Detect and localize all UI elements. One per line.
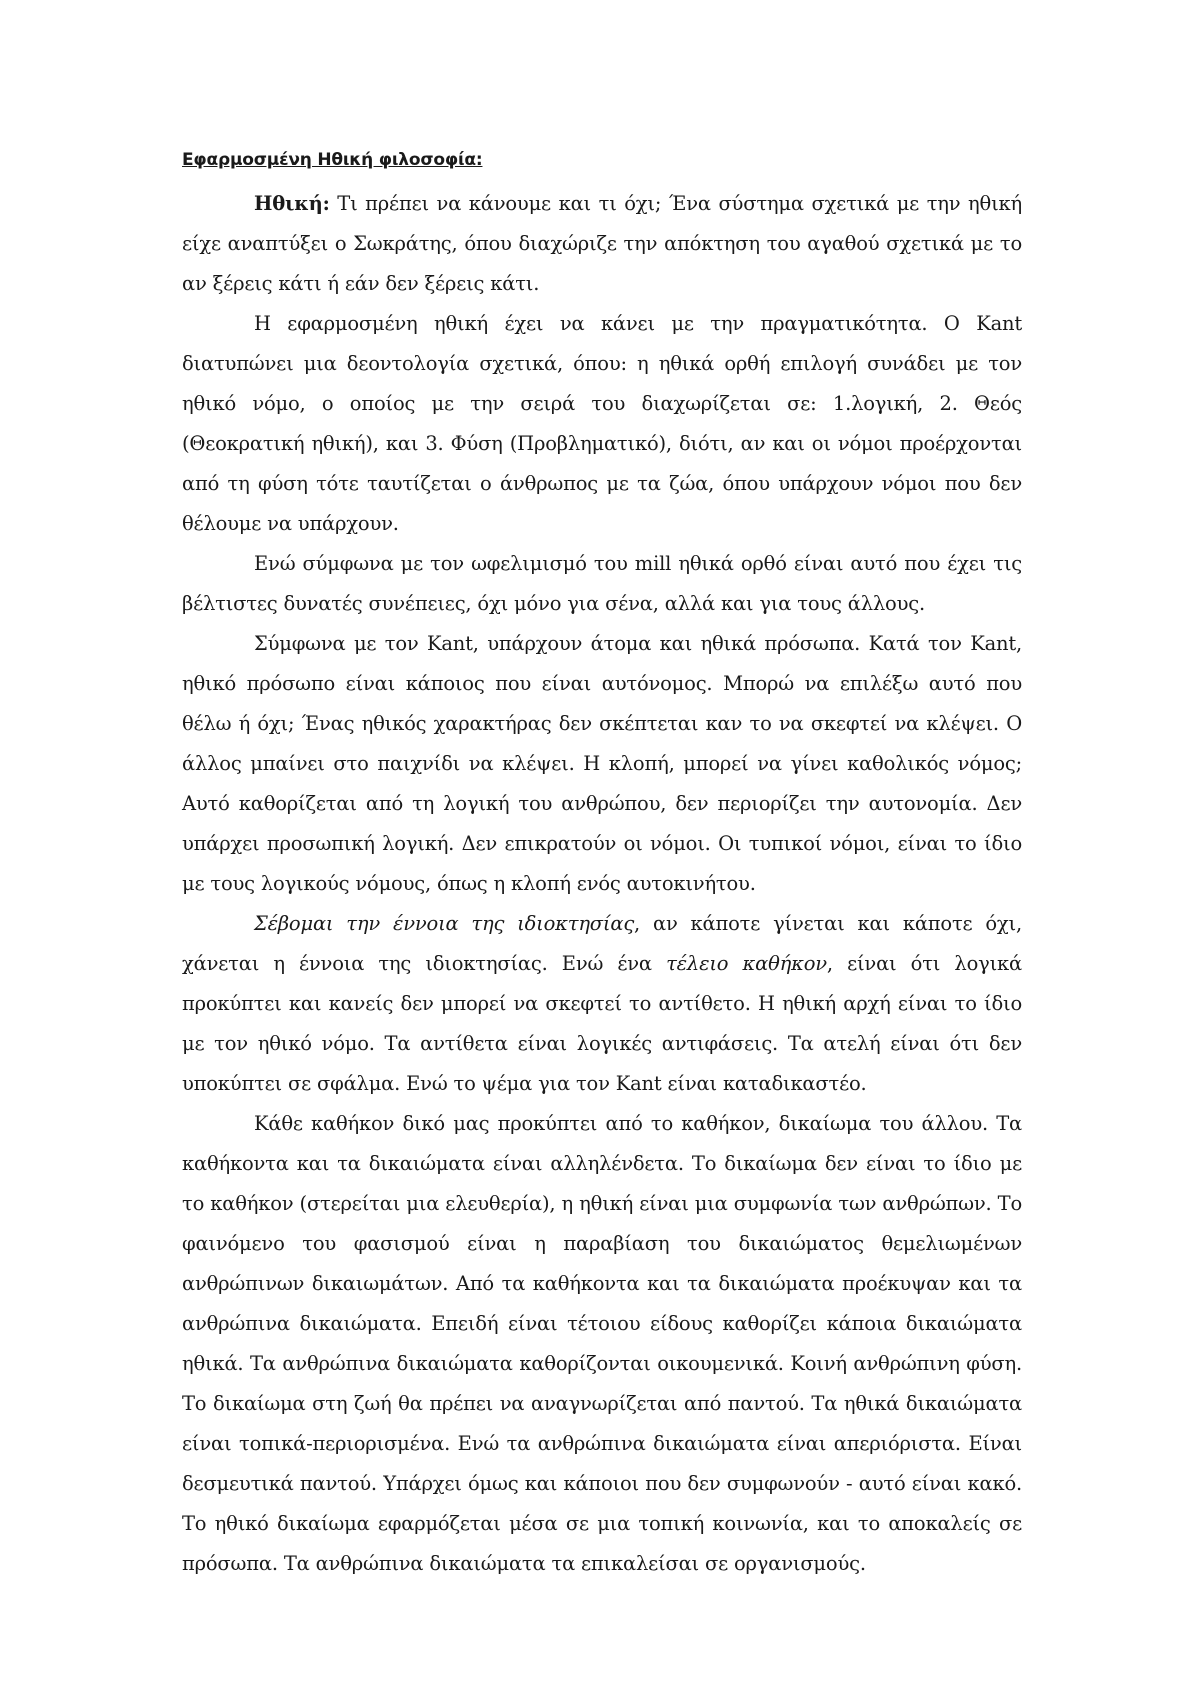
document-heading: Εφαρμοσμένη Ηθική φιλοσοφία:	[182, 150, 483, 170]
paragraph-ethics-definition	[182, 184, 1022, 304]
paragraph-applied-ethics: Η εφαρμοσμένη ηθική έχει να κάνει με την πραγματικότητα. Ο Kant διατυπώνει μια δεοντολογία σχετικά, όπου: η ηθικά ορθή επιλογή συνάδει με τον ηθικό νόμο, ο οποίος με την σειρά του διαχωρίζεται σε: 1.λογική, 2. Θεός (Θεοκρατική ηθική), και 3. Φύση (Προβληματικό), διότι, αν και οι νόμοι προέρχονται από τη φύση τότε ταυτίζεται ο άνθρωπος με τα ζώα, όπου υπάρχουν νόμοι που δεν θέλουμε να υπάρχουν.	[182, 312, 1022, 535]
document-body	[182, 140, 1022, 1584]
paragraph-utilitarianism: Ενώ σύμφωνα με τον ωφελιμισμό του mill ηθικά ορθό είναι αυτό που έχει τις βέλτιστες δυνατές συνέπειες, όχι μόνο για σένα, αλλά και για τους άλλους.	[182, 552, 1022, 615]
paragraph-property-duty	[182, 904, 1022, 1104]
property-text: , αν κάποτε γίνεται και κάποτε όχι, χάνεται η έννοια της ιδιοκτησίας. Ενώ ένα	[182, 912, 1022, 975]
perfect-duty-text: , είναι ότι λογικά προκύπτει και κανείς δεν μπορεί να σκεφτεί το αντίθετο. Η ηθική αρχή είναι το ίδιο με τον ηθικό νόμο. Τα αντίθετα είναι λογικές αντιφάσεις. Τα ατελή είναι ότι δεν υποκύπτει σε σφάλμα. Ενώ το ψέμα για τον Kant είναι καταδικαστέο.	[182, 952, 1022, 1095]
property-phrase: Σέβομαι την έννοια της ιδιοκτησίας	[254, 912, 635, 935]
ethics-term: Ηθική:	[254, 192, 330, 215]
paragraph-kant-persons: Σύμφωνα με τον Kant, υπάρχουν άτομα και ηθικά πρόσωπα. Κατά τον Kant, ηθικό πρόσωπο είναι κάποιος που είναι αυτόνομος. Μπορώ να επιλέξω αυτό που θέλω ή όχι; Ένας ηθικός χαρακτήρας δεν σκέπτεται καν το να σκεφτεί να κλέψει. Ο άλλος μπαίνει στο παιχνίδι να κλέψει. Η κλοπή, μπορεί να γίνει καθολικός νόμος; Αυτό καθορίζεται από τη λογική του ανθρώπου, δεν περιορίζει την αυτονομία. Δεν υπάρχει προσωπική λογική. Δεν επικρατούν οι νόμοι. Οι τυπικοί νόμοι, είναι το ίδιο με τους λογικούς νόμους, όπως η κλοπή ενός αυτοκινήτου.	[182, 632, 1022, 895]
paragraph-rights-duties: Κάθε καθήκον δικό μας προκύπτει από το καθήκον, δικαίωμα του άλλου. Τα καθήκοντα και τα δικαιώματα είναι αλληλένδετα. Το δικαίωμα δεν είναι το ίδιο με το καθήκον (στερείται μια ελευθερία), η ηθική είναι μια συμφωνία των ανθρώπων. Το φαινόμενο του φασισμού είναι η παραβίαση του δικαιώματος θεμελιωμένων ανθρώπινων δικαιωμάτων. Από τα καθήκοντα και τα δικαιώματα προέκυψαν και τα ανθρώπινα δικαιώματα. Επειδή είναι τέτοιου είδους καθορίζει κάποια δικαιώματα ηθικά. Τα ανθρώπινα δικαιώματα καθορίζονται οικουμενικά. Κοινή ανθρώπινη φύση. Το δικαίωμα στη ζωή θα πρέπει να αναγνωρίζεται από παντού. Τα ηθικά δικαιώματα είναι τοπικά-περιορισμένα. Ενώ τα ανθρώπινα δικαιώματα είναι απεριόριστα. Είναι δεσμευτικά παντού. Υπάρχει όμως και κάποιοι που δεν συμφωνούν - αυτό είναι κακό. Το ηθικό δικαίωμα εφαρμόζεται μέσα σε μια τοπική κοινωνία, και το αποκαλείς σε πρόσωπα. Τα ανθρώπινα δικαιώματα τα επικαλείσαι σε οργανισμούς.	[182, 1112, 1022, 1575]
ethics-definition-text: Τι πρέπει να κάνουμε και τι όχι; Ένα σύστημα σχετικά με την ηθική είχε αναπτύξει ο Σωκράτης, όπου διαχώριζε την απόκτηση του αγαθού σχετικά με το αν ξέρεις κάτι ή εάν δεν ξέρεις κάτι.	[182, 192, 1022, 295]
perfect-duty-phrase: τέλειο καθήκον	[666, 952, 827, 975]
